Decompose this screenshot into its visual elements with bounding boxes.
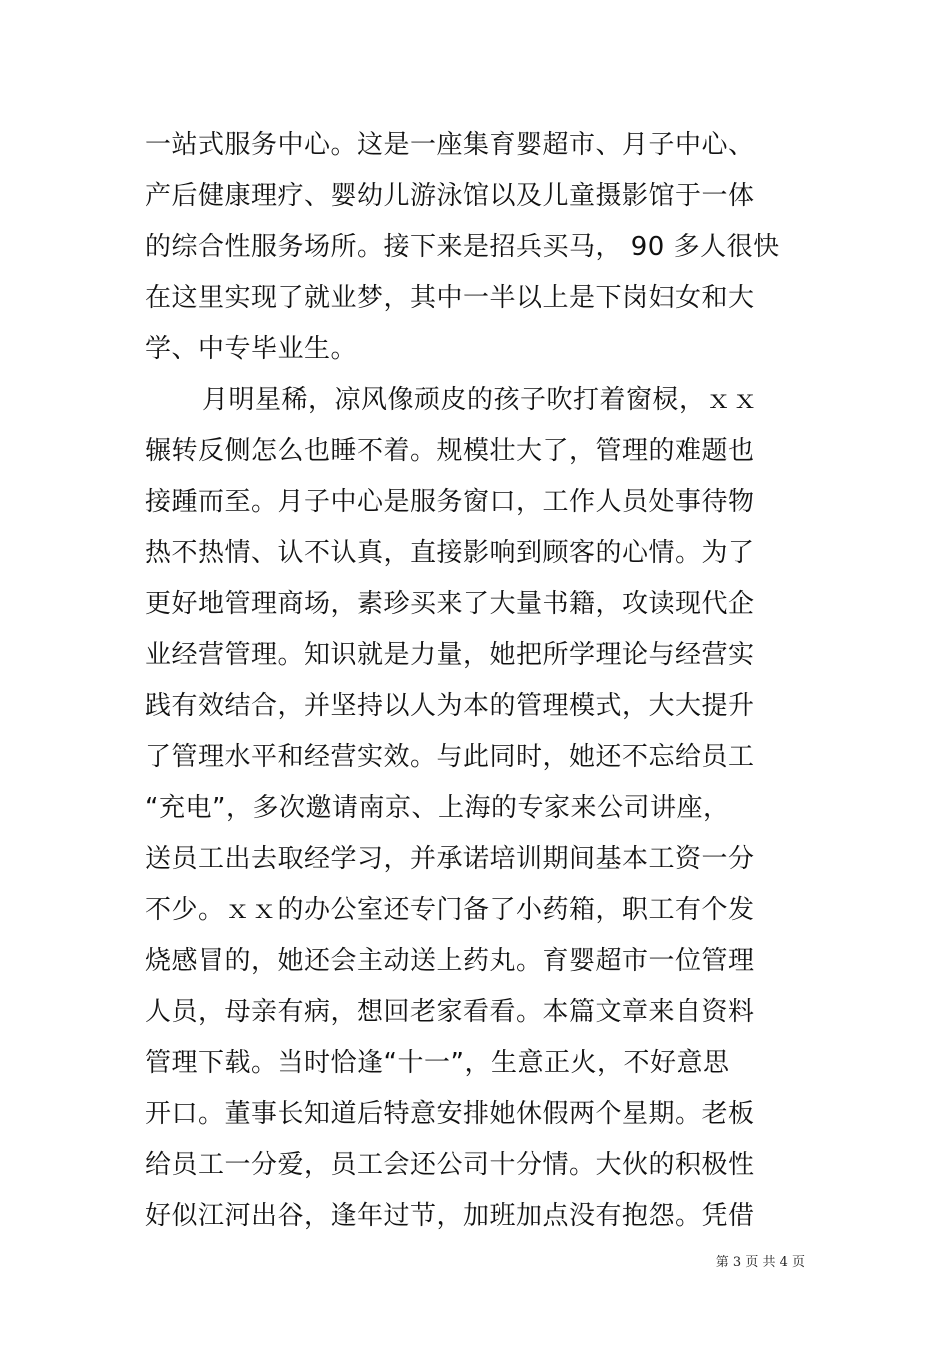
text-line: 烧感冒的，她还会主动送上药丸。育婴超市一位管理 [145,946,755,976]
body-text [145,120,805,1242]
text-line: 辗转反侧怎么也睡不着。规模壮大了，管理的难题也 [145,436,755,466]
text-line: 不少。ｘｘ的办公室还专门备了小药箱，职工有个发 [145,895,755,925]
text-line: 人员，母亲有病，想回老家看看。本篇文章来自资料 [145,997,755,1027]
text-line: 更好地管理商场，素珍买来了大量书籍，攻读现代企 [145,589,755,619]
text-line: 送员工出去取经学习，并承诺培训期间基本工资一分 [145,844,755,874]
text-line: 的综合性服务场所。接下来是招兵买马， 90 多人很快 [145,232,780,262]
text-line: 业经营管理。知识就是力量，她把所学理论与经营实 [145,640,755,670]
text-line: 了管理水平和经营实效。与此同时，她还不忘给员工 [145,742,755,772]
text-line: “充电”，多次邀请南京、上海的专家来公司讲座， [145,793,730,823]
text-line: 好似江河出谷，逢年过节，加班加点没有抱怨。凭借 [145,1201,755,1231]
text-line: 开口。董事长知道后特意安排她休假两个星期。老板 [145,1099,755,1129]
text-line: 学、中专毕业生。 [145,334,358,364]
text-line: 践有效结合，并坚持以人为本的管理模式，大大提升 [145,691,755,721]
text-line: 热不热情、认不认真，直接影响到顾客的心情。为了 [145,538,755,568]
text-line: 接踵而至。月子中心是服务窗口，工作人员处事待物 [145,487,755,517]
page-number: 第 3 页 共 4 页 [715,1255,805,1270]
text-line: 在这里实现了就业梦，其中一半以上是下岗妇女和大 [145,283,755,313]
text-line: 给员工一分爱，员工会还公司十分情。大伙的积极性 [145,1150,755,1180]
text-line: 一站式服务中心。这是一座集育婴超市、月子中心、 [145,130,755,160]
paragraph-start-line: 月明星稀，凉风像顽皮的孩子吹打着窗棂，ｘｘ [202,385,759,415]
text-line: 管理下载。当时恰逢“十一”，生意正火，不好意思 [145,1048,730,1078]
text-line: 产后健康理疗、婴幼儿游泳馆以及儿童摄影馆于一体 [145,181,755,211]
